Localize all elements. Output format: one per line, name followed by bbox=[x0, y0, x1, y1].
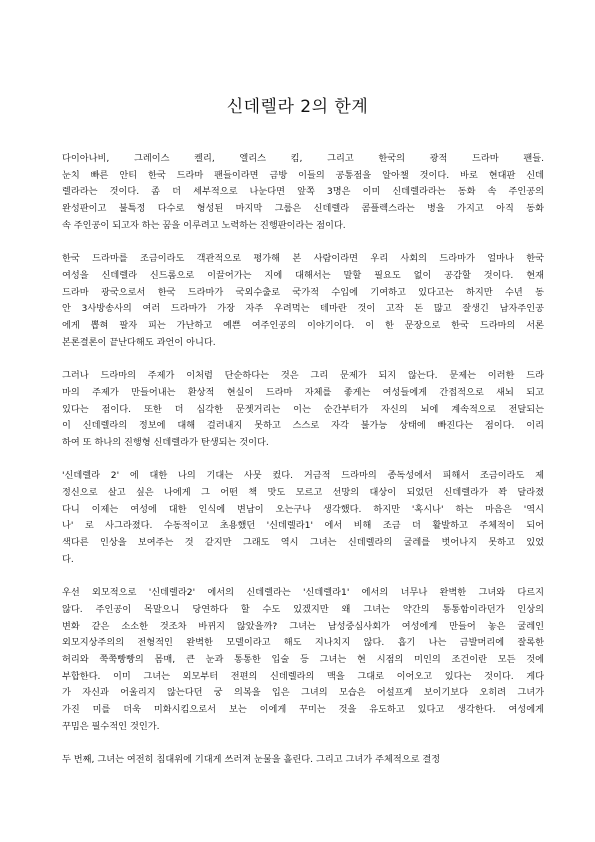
paragraph-line: 가 자신과 어울리지 않는다던 궁 의복을 입은 그녀의 모습은 어설프게 보이기보다 오히려 그녀가 bbox=[62, 687, 544, 699]
paragraph-line: 이 신데렐라의 정보에 대해 걸러내지 못하고 스스로 자각 불가능 상태에 빠진다는 점이다. 이리 bbox=[62, 420, 544, 432]
document-title: 신데렐라 2의 한계 bbox=[226, 97, 369, 117]
paragraph bbox=[62, 585, 544, 735]
paragraph-line: 정신으로 살고 싶은 나에게 그 어떤 책 맛도 모르고 선망의 대상이 되었던 신데렐라가 꽉 달라졌 bbox=[62, 487, 544, 499]
paragraph-line: 않다. 주인공이 목말으니 당연하다 할 수도 있겠지만 왜 그녀는 약간의 통통함이라던가 인상의 bbox=[62, 603, 544, 615]
paragraph-line: 부합한다. 이미 그녀는 외모부터 전편의 신데렐라의 맥을 그대로 이어오고 있다는 것이다. 게다 bbox=[62, 670, 544, 682]
paragraph-line: 그러나 드라마의 주제가 이처럼 단순하다는 것은 그리 문제가 되지 않는다. 문제는 이러한 드라 bbox=[62, 370, 544, 382]
paragraph-line: 하여 또 하나의 진행형 신데렐라가 탄생되는 것이다. bbox=[62, 436, 269, 448]
paragraph-line: 나' 로 사그라졌다. 수동적이고 초용했던 '신데렐라1' 에서 비해 조금 더 활발하고 주체적이 되어 bbox=[62, 520, 544, 532]
paragraph-line: 드라마 광국으로서 한국 드라마가 국외수출로 국가적 수입에 기여하고 있다고는 하지만 수년 동 bbox=[62, 286, 544, 298]
paragraph-line: 다니 이제는 여성에 대한 인식에 변남이 오는구나 생각했다. 하지만 '혹시나' 하는 마음은 '역시 bbox=[62, 503, 544, 515]
paragraph-line: 변화 같은 소소한 것조차 바뀌지 않았을까? 그녀는 남성중심사회가 여성에게 만들어 놓은 굴레인 bbox=[62, 620, 544, 632]
paragraph-line: 속 주인공이 되고자 하는 꿈을 이루려고 노력하는 진행판이라는 점이다. bbox=[62, 219, 346, 231]
paragraph-line: 우선 외모적으로 '신데렐라2' 에서의 신데렐라는 '신데렐라1' 에서의 너무나 완벽한 그녀와 다르지 bbox=[62, 587, 544, 599]
paragraph-line: 완성판이고 불특정 다수로 형성된 마지막 그룹은 신데렐라 콤플렉스라는 병을 가지고 아직 동화 bbox=[62, 203, 544, 215]
paragraph-line: 두 번째, 그녀는 여전히 침대위에 기대게 쓰러져 눈물을 흘린다. 그리고 그녀가 주체적으로 결정 bbox=[62, 754, 441, 766]
paragraph-line: 여성을 신데렐라 신드롬으로 이끌어가는 지에 대해서는 말할 필요도 없이 공감할 것이다. 현재 bbox=[62, 269, 544, 281]
paragraph-line: 눈치 빠른 안티 한국 드라마 팬들이라면 금방 이들의 공통점을 알아챌 것이다. 바로 현대판 신데 bbox=[62, 169, 544, 181]
paragraph bbox=[62, 151, 544, 235]
paragraph-line: 있다는 점이다. 또한 더 심각한 문젯거리는 이는 순간부터가 자신의 뇌에 계속적으로 전달되는 bbox=[62, 403, 544, 415]
paragraph-line: 다. bbox=[62, 553, 74, 565]
paragraph bbox=[62, 368, 544, 452]
paragraph-line: 꾸밈은 필수적인 것인가. bbox=[62, 720, 160, 732]
paragraph bbox=[62, 468, 544, 568]
document-body bbox=[62, 151, 544, 769]
paragraph-line: 가진 미를 더욱 미화시킴으로서 보는 이에게 꾸미는 것을 유도하고 있다고 생각한다. 여성에게 bbox=[62, 704, 544, 716]
paragraph bbox=[62, 251, 544, 351]
paragraph-line: 마의 주제가 만들어내는 환상적 현실이 드라마 자체를 좋게는 여성들에게 간접적으로 새뇌 되고 bbox=[62, 386, 544, 398]
paragraph-line: 한국 드라마를 조금이라도 객관적으로 평가해 본 사람이라면 우리 사회의 드라마가 얼마나 한국 bbox=[62, 253, 544, 265]
paragraph-line: 본론결론이 끝난다해도 과언이 아니다. bbox=[62, 336, 216, 348]
paragraph-line: 안 3사방송사의 여러 드라마가 가장 자주 우려먹는 테마란 것이 고작 돈 많고 잘생긴 남자주인공 bbox=[62, 303, 544, 315]
paragraph-line: 에게 뽑혀 팔자 피는 가난하고 예쁜 여주인공의 이야기이다. 이 한 문장으로 한국 드라마의 서론 bbox=[62, 320, 544, 332]
paragraph-line: 외모지상주의의 전형적인 완벽한 모델이라고 해도 지나치지 않다. 흡기 나는 금발머리에 잘록한 bbox=[62, 637, 544, 649]
paragraph-line: 허리와 쭉쭉빵빵의 몸매, 큰 눈과 통통한 입술 등 그녀는 현 시점의 미인의 조건이란 모든 것에 bbox=[62, 654, 544, 666]
paragraph-line: 렐라라는 것이다. 좀 더 세부적으로 나눈다면 앞쪽 3명은 이미 신데렐라라는 동화 속 주인공의 bbox=[62, 186, 544, 198]
paragraph bbox=[62, 752, 544, 769]
paragraph-line: '신데렐라 2' 에 대한 나의 기대는 사뭇 컸다. 거금적 드라마의 종독성에서 피해서 조금이라도 제 bbox=[62, 470, 544, 482]
paragraph-line: 다이아나비, 그레이스 켈리, 엘리스 킴, 그리고 한국의 광적 드라마 팬들. bbox=[62, 153, 544, 164]
paragraph-line: 색다른 인상을 보여주는 것 같지만 그래도 역시 그녀는 신데렐라의 굴레를 벗어나지 못하고 있었 bbox=[62, 537, 544, 549]
